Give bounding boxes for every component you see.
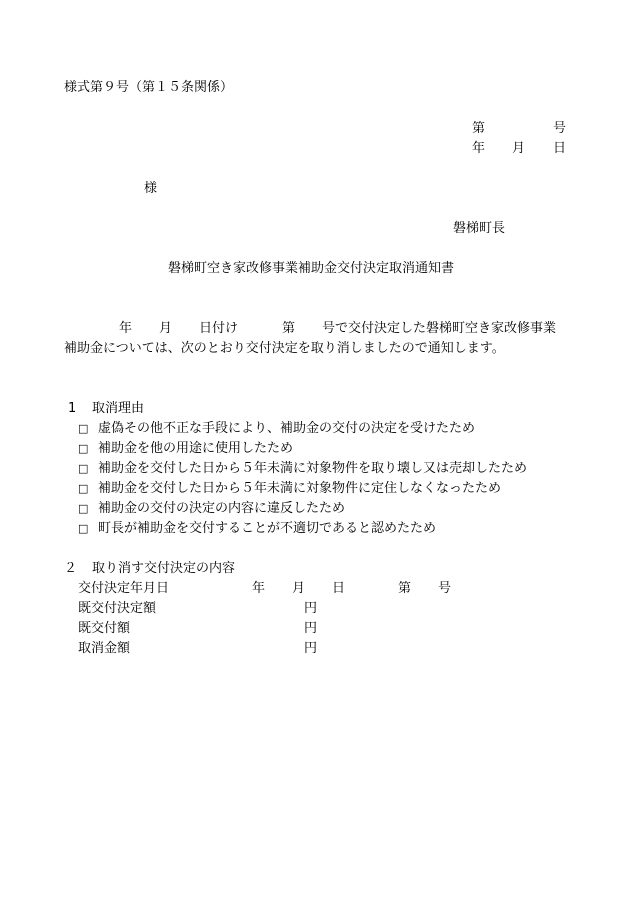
document-title: 磐梯町空き家改修事業補助金交付決定取消通知書 (168, 261, 455, 276)
checkbox[interactable]: □ (78, 502, 89, 515)
section2-number: ２ (64, 561, 78, 576)
body-ref-number-prefix: 第 (282, 321, 296, 336)
reason-text: 虚偽その他不正な手段により、補助金の交付の決定を受けたため (98, 421, 476, 436)
decision-number-suffix: 号 (438, 581, 452, 596)
issuer: 磐梯町長 (453, 221, 506, 236)
checkbox[interactable]: □ (78, 442, 89, 455)
doc-date-day: 日 (553, 141, 567, 156)
reason-item (78, 502, 345, 515)
doc-number-prefix: 第 (472, 121, 486, 136)
reason-item (78, 442, 293, 455)
reason-item (78, 422, 475, 435)
body-line-2: 補助金については、次のとおり交付決定を取り消しましたので通知します。 (64, 341, 505, 356)
checkbox[interactable]: □ (78, 522, 89, 535)
addressee-suffix: 様 (144, 181, 158, 196)
decision-number-prefix: 第 (398, 581, 412, 596)
reason-text: 補助金を他の用途に使用したため (98, 441, 294, 456)
reason-item (78, 482, 501, 495)
amount-unit-cancelled: 円 (304, 641, 318, 656)
decision-date-label: 交付決定年月日 (78, 581, 170, 596)
reason-item (78, 522, 436, 535)
doc-date-year: 年 (472, 141, 486, 156)
reason-item (78, 462, 527, 475)
amount-label-cancelled: 取消金額 (78, 641, 131, 656)
amount-label-decided: 既交付決定額 (78, 601, 157, 616)
body-ref-day: 日付け (199, 321, 239, 336)
reason-text: 補助金を交付した日から５年未満に対象物件を取り壊し又は売却したため (98, 461, 528, 476)
reason-text: 補助金の交付の決定の内容に違反したため (98, 501, 346, 516)
section1-heading: 取消理由 (92, 401, 145, 416)
amount-label-paid: 既交付額 (78, 621, 131, 636)
reason-text: 町長が補助金を交付することが不適切であると認めたため (98, 521, 437, 536)
decision-date-day: 日 (332, 581, 346, 596)
section2-heading: 取り消す交付決定の内容 (92, 561, 236, 576)
body-ref-year: 年 (119, 321, 133, 336)
amount-unit-paid: 円 (304, 621, 318, 636)
body-ref-continuation: 号で交付決定した磐梯町空き家改修事業 (322, 321, 557, 336)
decision-date-year: 年 (252, 581, 266, 596)
doc-date-month: 月 (512, 141, 526, 156)
decision-date-month: 月 (292, 581, 306, 596)
checkbox[interactable]: □ (78, 422, 89, 435)
checkbox[interactable]: □ (78, 462, 89, 475)
checkbox[interactable]: □ (78, 482, 89, 495)
form-label: 様式第９号（第１５条関係） (64, 80, 234, 95)
amount-unit-decided: 円 (304, 601, 318, 616)
doc-number-suffix: 号 (553, 121, 567, 136)
section1-number: 1 (68, 401, 77, 416)
body-ref-month: 月 (159, 321, 173, 336)
reason-text: 補助金を交付した日から５年未満に対象物件に定住しなくなったため (98, 481, 502, 496)
